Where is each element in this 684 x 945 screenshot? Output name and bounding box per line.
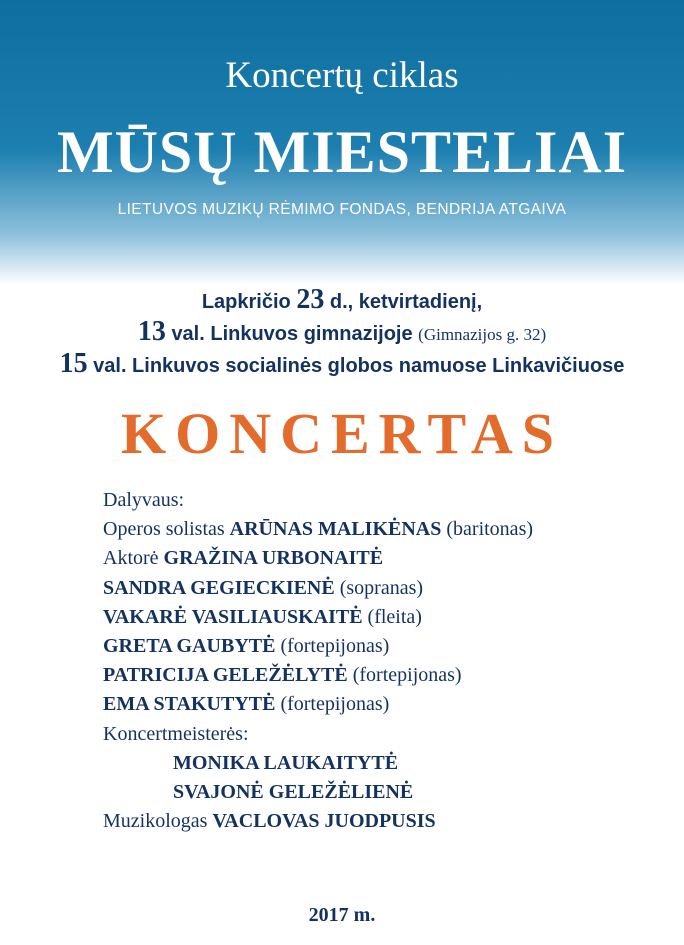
participant-name: ARŪNAS MALIKĖNAS — [229, 518, 442, 541]
organizers: LIETUVOS MUZIKŲ RĖMIMO FONDAS, BENDRIJA ATGAIVA — [117, 201, 567, 218]
event-date-line — [0, 284, 684, 316]
participant-instrument: (sopranas) — [339, 576, 424, 599]
participant-name: VAKARĖ VASILIAUSKAITĖ — [103, 605, 363, 628]
year: 2017 m. — [308, 904, 376, 926]
event-weekday: d., ketvirtadienį, — [329, 291, 483, 313]
participant-instrument: (fleita) — [367, 605, 422, 628]
participant-name: GRAŽINA URBONAITĖ — [163, 547, 384, 570]
participant-row — [103, 603, 533, 632]
participant-row — [103, 661, 533, 690]
participants-label: Dalyvaus: — [103, 489, 185, 511]
participant-row — [103, 690, 533, 719]
participant-instrument: (baritonas) — [446, 518, 534, 541]
participant-instrument: (fortepijonas) — [352, 664, 462, 687]
participant-row — [103, 515, 533, 544]
participant-name: PATRICIJA GELEŽĖLYTĖ — [103, 664, 348, 687]
participant-row — [103, 544, 533, 573]
event-month: Lapkričio — [201, 291, 291, 313]
accompanist-name: MONIKA LAUKAITYTĖ — [173, 751, 399, 774]
musicologist-name: VACLOVAS JUODPUSIS — [212, 810, 436, 833]
participant-row — [103, 632, 533, 661]
venue-1-address: (Gimnazijos g. 32) — [418, 325, 547, 344]
event-venue-1 — [0, 316, 684, 348]
headline-koncertas: KONCERTAS — [120, 401, 564, 466]
participant-instrument: (fortepijonas) — [280, 634, 390, 657]
participant-role: Operos solistas — [103, 518, 225, 541]
participant-instrument: (fortepijonas) — [280, 693, 390, 716]
accompanists-label: Koncertmeisterės: — [103, 722, 249, 745]
venue-2-text: val. Linkuvos socialinės globos namuose Linkavičiuose — [93, 355, 625, 377]
participant-row — [103, 574, 533, 603]
accompanist-name: SVAJONĖ GELEŽĖLIENĖ — [173, 780, 414, 803]
event-venue-2 — [0, 348, 684, 380]
musicologist-row — [103, 807, 533, 836]
participant-role: Aktorė — [103, 547, 159, 570]
series-title: Koncertų ciklas — [225, 55, 459, 96]
participant-name: GRETA GAUBYTĖ — [103, 634, 276, 657]
lineup — [103, 486, 533, 836]
main-title: MŪSŲ MIESTELIAI — [56, 119, 628, 185]
venue-1-text: val. Linkuvos gimnazijoje — [171, 323, 413, 345]
participant-name: EMA STAKUTYTĖ — [103, 693, 276, 716]
participant-name: SANDRA GEGIECKIENĖ — [103, 576, 335, 599]
venue-2-hour: 15 — [59, 348, 88, 379]
musicologist-role: Muzikologas — [103, 810, 208, 833]
event-day: 23 — [296, 284, 325, 315]
venue-1-hour: 13 — [137, 316, 166, 347]
